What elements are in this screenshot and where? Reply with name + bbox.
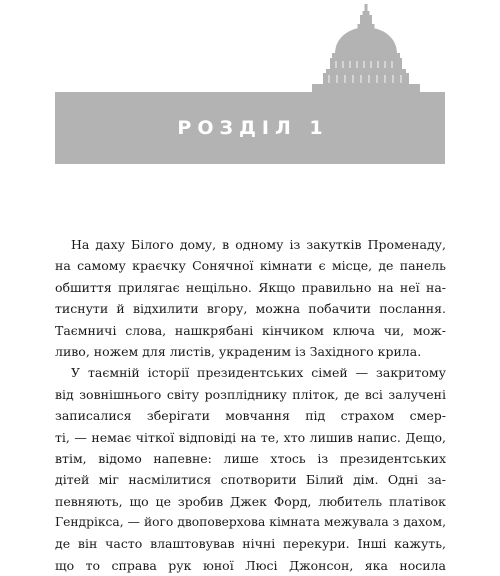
text-line: від зовнішнього світу розпліднику пліток, де всі залучені [55,386,446,402]
text-line: дітей міг насмілитися спотворити Білий дім. Одні за- [55,472,446,488]
text-line: на самому краєчку Сонячної кімнати є місце, де панель [55,258,446,274]
text-line: ливо, ножем для листів, украденим із Західного крила. [55,343,422,359]
text-line: втім, відомо напевне: лише хтось із президентських [55,450,446,466]
text-line: Гендрікса, — його двоповерхова кімната межувала з дахом, [55,515,446,530]
text-line: На даху Білого дому, в одному із закутків Променаду, [71,237,446,252]
paragraph-2 [55,362,446,576]
chapter-title: РОЗДІЛ 1 [177,117,329,139]
paragraph-1 [55,234,446,362]
text-line: що то справа рук юної Люсі Джонсон, яка носила [55,557,446,573]
text-line: У таємній історії президентських сімей — закритому [71,365,446,381]
text-line: певняють, що це зробив Джек Форд, любитель платівок [55,493,446,509]
text-line: тиснути й відхилити вгору, можна побачити послання. [55,301,446,317]
capitol-dome-icon [312,4,420,92]
text-line: записалися зберігати мовчання під страхом смер- [55,408,446,424]
text-line: де він часто влаштовував нічні перекури. Інші кажуть, [55,536,446,552]
chapter-banner [55,92,445,164]
text-line: обшиття прилягає нещільно. Якщо правильно на неї на- [55,279,446,295]
text-line: ті, — немає чіткої відповіді на те, хто лишив напис. Дещо, [55,429,446,445]
chapter-body-text [55,234,446,576]
text-line: Таємничі слова, нашкрябані кінчиком ключа чи, мож- [55,322,446,338]
